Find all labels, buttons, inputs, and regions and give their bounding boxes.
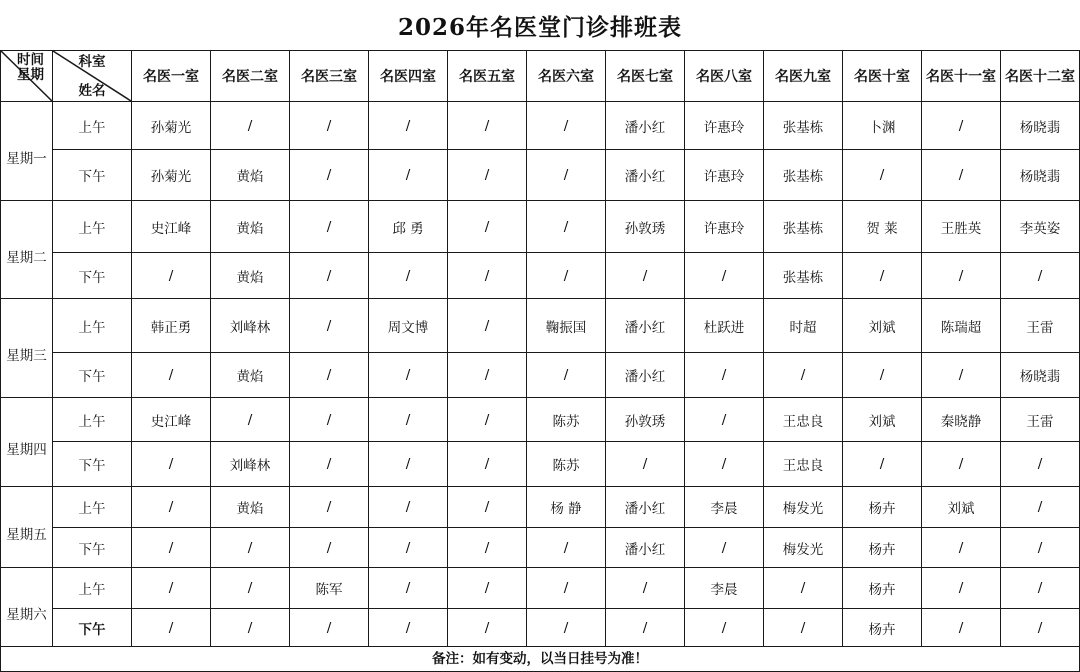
period-cell: 上午 (53, 201, 132, 253)
weekday-cell (1, 102, 53, 201)
schedule-cell: / (764, 609, 843, 647)
schedule-cell: / (843, 150, 922, 201)
schedule-cell: 刘峰林 (211, 442, 290, 487)
schedule-cell: 时超 (764, 299, 843, 353)
weekday-cell (1, 487, 53, 568)
schedule-cell: / (448, 150, 527, 201)
room-header-12: 名医十二室 (1001, 51, 1080, 102)
corner-label-time: 时间 (17, 52, 44, 68)
table-row (1, 353, 1080, 398)
schedule-cell: / (132, 353, 211, 398)
schedule-cell: / (290, 609, 369, 647)
schedule-cell: / (448, 398, 527, 442)
schedule-cell: / (922, 253, 1001, 299)
schedule-cell: / (448, 528, 527, 568)
schedule-table (0, 50, 1080, 647)
schedule-cell: / (369, 102, 448, 150)
schedule-cell: / (1001, 609, 1080, 647)
schedule-cell: / (132, 487, 211, 528)
schedule-cell: 黄焰 (211, 201, 290, 253)
period-cell: 下午 (53, 150, 132, 201)
table-row (1, 201, 1080, 253)
room-header-10: 名医十室 (843, 51, 922, 102)
schedule-cell: 杨卉 (843, 568, 922, 609)
schedule-cell: 许惠玲 (685, 150, 764, 201)
schedule-cell: / (290, 102, 369, 150)
period-cell: 下午 (53, 609, 132, 647)
schedule-cell: 潘小红 (606, 102, 685, 150)
weekday-label: 星期一 (6, 151, 47, 167)
room-header-3: 名医三室 (290, 51, 369, 102)
corner-label-weekday: 星期 (17, 67, 44, 83)
schedule-cell: / (448, 568, 527, 609)
schedule-cell: / (527, 568, 606, 609)
schedule-cell: 陈军 (290, 568, 369, 609)
room-header-2: 名医二室 (211, 51, 290, 102)
schedule-cell: / (369, 353, 448, 398)
schedule-cell: 孙敦琇 (606, 201, 685, 253)
header-row (1, 51, 1080, 102)
schedule-cell: / (606, 568, 685, 609)
schedule-cell: 黄焰 (211, 150, 290, 201)
schedule-cell: 周文博 (369, 299, 448, 353)
schedule-cell: / (527, 528, 606, 568)
period-cell: 上午 (53, 102, 132, 150)
room-header-6: 名医六室 (527, 51, 606, 102)
schedule-cell: 孙菊光 (132, 150, 211, 201)
schedule-cell: / (922, 568, 1001, 609)
schedule-cell: / (685, 528, 764, 568)
table-row (1, 253, 1080, 299)
schedule-cell: / (1001, 528, 1080, 568)
schedule-cell: / (922, 102, 1001, 150)
schedule-cell: 王胜英 (922, 201, 1001, 253)
weekday-label: 星期六 (6, 607, 47, 623)
schedule-cell: 梅发光 (764, 528, 843, 568)
schedule-cell: / (448, 442, 527, 487)
schedule-cell: / (211, 102, 290, 150)
corner-cell-time-weekday (1, 51, 53, 102)
room-header-9: 名医九室 (764, 51, 843, 102)
schedule-cell: / (448, 609, 527, 647)
room-header-7: 名医七室 (606, 51, 685, 102)
period-cell: 上午 (53, 299, 132, 353)
schedule-cell: 杨晓翡 (1001, 150, 1080, 201)
schedule-cell: 潘小红 (606, 528, 685, 568)
schedule-cell: / (132, 609, 211, 647)
schedule-cell: / (448, 201, 527, 253)
schedule-cell: 杨晓翡 (1001, 102, 1080, 150)
weekday-cell (1, 201, 53, 299)
schedule-cell: 韩正勇 (132, 299, 211, 353)
schedule-cell: 杨卉 (843, 609, 922, 647)
room-header-1: 名医一室 (132, 51, 211, 102)
table-row (1, 442, 1080, 487)
schedule-cell: / (290, 253, 369, 299)
schedule-cell: 李晨 (685, 487, 764, 528)
weekday-label: 星期四 (6, 442, 47, 458)
schedule-cell: / (448, 353, 527, 398)
schedule-cell: 王雷 (1001, 398, 1080, 442)
schedule-cell: / (290, 487, 369, 528)
schedule-cell: / (290, 150, 369, 201)
schedule-cell: 孙菊光 (132, 102, 211, 150)
weekday-label: 星期五 (6, 527, 47, 543)
schedule-cell: / (369, 568, 448, 609)
schedule-cell: 鞠振国 (527, 299, 606, 353)
schedule-cell: / (527, 609, 606, 647)
schedule-cell: / (1001, 442, 1080, 487)
schedule-cell: 潘小红 (606, 150, 685, 201)
schedule-cell: 李晨 (685, 568, 764, 609)
schedule-cell: / (685, 353, 764, 398)
schedule-cell: / (211, 398, 290, 442)
schedule-cell: 张基栋 (764, 253, 843, 299)
schedule-cell: / (369, 528, 448, 568)
schedule-cell: / (527, 102, 606, 150)
schedule-cell: 李英姿 (1001, 201, 1080, 253)
schedule-cell: / (132, 528, 211, 568)
schedule-cell: / (369, 442, 448, 487)
schedule-cell: / (922, 150, 1001, 201)
schedule-cell: / (369, 487, 448, 528)
schedule-cell: / (211, 568, 290, 609)
period-cell: 下午 (53, 253, 132, 299)
schedule-cell: / (527, 150, 606, 201)
schedule-cell: 邱 勇 (369, 201, 448, 253)
schedule-cell: / (764, 568, 843, 609)
period-cell: 上午 (53, 487, 132, 528)
schedule-cell: / (527, 201, 606, 253)
schedule-cell: / (369, 398, 448, 442)
room-header-11: 名医十一室 (922, 51, 1001, 102)
period-cell: 下午 (53, 353, 132, 398)
schedule-cell: / (290, 442, 369, 487)
period-cell: 下午 (53, 528, 132, 568)
schedule-cell: / (527, 353, 606, 398)
schedule-cell: 刘斌 (922, 487, 1001, 528)
page-title: 2026年名医堂门诊排班表 (397, 13, 682, 41)
period-cell: 上午 (53, 398, 132, 442)
schedule-cell: 陈瑞超 (922, 299, 1001, 353)
schedule-cell: / (211, 528, 290, 568)
schedule-cell: 史江峰 (132, 201, 211, 253)
schedule-cell: / (448, 102, 527, 150)
schedule-cell: / (369, 150, 448, 201)
schedule-cell: 杨卉 (843, 487, 922, 528)
corner-label-room: 科室 (78, 54, 106, 70)
schedule-cell: 杨晓翡 (1001, 353, 1080, 398)
weekday-cell (1, 398, 53, 487)
corner-cell-room-name (53, 51, 132, 102)
schedule-cell: 王忠良 (764, 442, 843, 487)
room-header-8: 名医八室 (685, 51, 764, 102)
schedule-cell: 刘斌 (843, 299, 922, 353)
schedule-cell: 许惠玲 (685, 201, 764, 253)
schedule-cell: 贺 莱 (843, 201, 922, 253)
schedule-cell: 刘斌 (843, 398, 922, 442)
schedule-cell: / (132, 568, 211, 609)
schedule-cell: / (1001, 487, 1080, 528)
schedule-cell: / (448, 487, 527, 528)
schedule-cell: / (606, 609, 685, 647)
schedule-cell: 张基栋 (764, 201, 843, 253)
schedule-cell: / (132, 442, 211, 487)
schedule-cell: 杨卉 (843, 528, 922, 568)
room-header-5: 名医五室 (448, 51, 527, 102)
schedule-cell: 孙敦琇 (606, 398, 685, 442)
weekday-label: 星期二 (6, 249, 47, 266)
table-row (1, 299, 1080, 353)
table-row (1, 102, 1080, 150)
schedule-cell: / (685, 253, 764, 299)
period-cell: 上午 (53, 568, 132, 609)
schedule-cell: / (922, 353, 1001, 398)
schedule-cell: 秦晓静 (922, 398, 1001, 442)
schedule-cell: 梅发光 (764, 487, 843, 528)
schedule-cell: / (843, 442, 922, 487)
schedule-cell: / (132, 253, 211, 299)
weekday-cell (1, 568, 53, 647)
schedule-cell: 史江峰 (132, 398, 211, 442)
schedule-cell: / (211, 609, 290, 647)
schedule-cell: / (290, 398, 369, 442)
schedule-cell: 黄焰 (211, 353, 290, 398)
schedule-cell: / (290, 299, 369, 353)
table-row (1, 398, 1080, 442)
period-cell: 下午 (53, 442, 132, 487)
weekday-cell (1, 299, 53, 398)
schedule-cell: / (843, 253, 922, 299)
schedule-cell: / (685, 609, 764, 647)
table-row (1, 487, 1080, 528)
schedule-cell: 潘小红 (606, 487, 685, 528)
schedule-cell: / (764, 353, 843, 398)
schedule-cell: / (606, 253, 685, 299)
schedule-cell: / (527, 253, 606, 299)
schedule-cell: / (922, 528, 1001, 568)
schedule-cell: / (685, 398, 764, 442)
schedule-cell: 张基栋 (764, 150, 843, 201)
schedule-cell: 潘小红 (606, 299, 685, 353)
schedule-cell: 黄焰 (211, 253, 290, 299)
table-row (1, 609, 1080, 647)
schedule-cell: / (290, 201, 369, 253)
schedule-cell: / (606, 442, 685, 487)
room-header-4: 名医四室 (369, 51, 448, 102)
schedule-cell: 王忠良 (764, 398, 843, 442)
schedule-cell: 杜跃进 (685, 299, 764, 353)
schedule-cell: / (843, 353, 922, 398)
schedule-cell: / (1001, 568, 1080, 609)
schedule-cell: 陈苏 (527, 442, 606, 487)
schedule-cell: 许惠玲 (685, 102, 764, 150)
corner-label-name: 姓名 (78, 83, 106, 99)
schedule-cell: 黄焰 (211, 487, 290, 528)
schedule-cell: / (290, 528, 369, 568)
schedule-cell: / (922, 609, 1001, 647)
schedule-cell: / (290, 353, 369, 398)
table-row (1, 568, 1080, 609)
schedule-cell: 张基栋 (764, 102, 843, 150)
schedule-cell: 卜渊 (843, 102, 922, 150)
schedule-cell: 刘峰林 (211, 299, 290, 353)
schedule-cell: / (448, 299, 527, 353)
footer-note: 备注：如有变动，以当日挂号为准！ (0, 643, 1080, 672)
schedule-cell: / (448, 253, 527, 299)
schedule-cell: 杨 静 (527, 487, 606, 528)
schedule-cell: / (1001, 253, 1080, 299)
schedule-cell: 王雷 (1001, 299, 1080, 353)
schedule-cell: / (369, 253, 448, 299)
schedule-cell: / (369, 609, 448, 647)
schedule-cell: 陈苏 (527, 398, 606, 442)
table-row (1, 528, 1080, 568)
schedule-cell: 潘小红 (606, 353, 685, 398)
schedule-cell: / (685, 442, 764, 487)
table-row (1, 150, 1080, 201)
weekday-label: 星期三 (6, 348, 47, 364)
schedule-cell: / (922, 442, 1001, 487)
